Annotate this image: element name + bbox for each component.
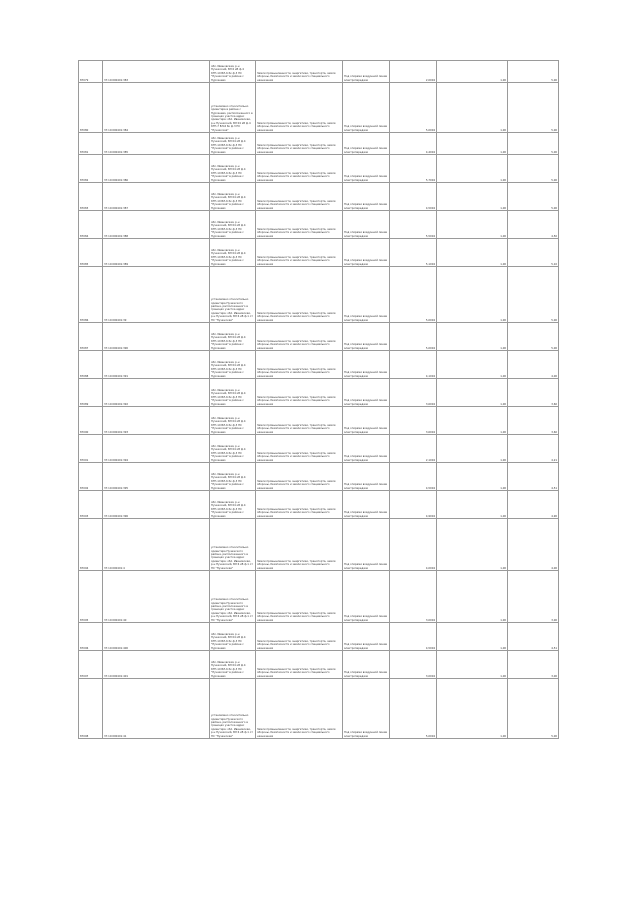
location-cell: установлено относительно ориентира Пучежского района, расположенного в границах участка адрес ориентира: обл. Ивановская, р-н Пучежский, ВЛ 6 кВ ф.1 от ПС "Пучежская" (210, 519, 256, 571)
value-a-cell: 1,00 (437, 651, 508, 679)
location-cell: обл. Ивановская, р-н Пучежский, ВЛ 04 кВ ф.4 КТП-10 ВЛ-6 бк ф.3 ПС "Пучежская" в районе с Пурсанево (210, 133, 256, 155)
table-row (79, 407, 559, 435)
permitted-use-cell: Под опорами воздушной линии электропередачи (343, 351, 390, 379)
area-cell: 5,0004 (390, 267, 437, 323)
table-row (79, 463, 559, 491)
area-cell: 3,6004 (390, 379, 437, 407)
record-number-cell: 87098 (79, 679, 103, 739)
record-number-cell: 87084 (79, 211, 103, 239)
location-cell: установлено относительно ориентира Пучежского района, расположенного в границах участка адрес ориентира: обл. Ивановская, р-н Пучежский, ВЛ 6 кВ ф.1 от ПС "Пучежская" (210, 679, 256, 739)
area-cell: 5,1004 (390, 239, 437, 267)
location-cell: обл. Ивановская, р-н Пучежский, ВЛ 04 кВ ф.4 КТП-10 ВЛ-6 бк ф.3 ПС "Пучежская" в районе с Пурсанево (210, 407, 256, 435)
cadastral-number-cell: 37:10:000401:388 (103, 211, 210, 239)
table-row (79, 679, 559, 739)
record-number-cell: 87092 (79, 463, 103, 491)
land-category-cell: Земли промышленности, энергетики, транспорта, земли обороны, безопасности и земли иного специального назначения (256, 183, 343, 211)
location-cell: обл. Ивановская, р-н Пучежский, ВЛ 04 кВ ф.4 КТП-10 ВЛ-6 бк ф.3 ПС "Пучежская" в районе с Пурсанево (210, 491, 256, 519)
spreadsheet-page (78, 60, 558, 795)
land-category-cell: Земли промышленности, энергетики, транспорта, земли обороны, безопасности и земли иного специального назначения (256, 407, 343, 435)
permitted-use-cell: Под опорами воздушной линии электропередачи (343, 61, 390, 83)
table-row (79, 267, 559, 323)
land-plots-table (78, 60, 559, 739)
table-row (79, 379, 559, 407)
area-cell: 5,0004 (390, 323, 437, 351)
value-b-cell: 3,00 (508, 651, 559, 679)
area-cell: 4,0004 (390, 519, 437, 571)
location-cell: обл. Ивановская, р-н Пучежский, ВЛ 04 кВ ф.4 КТП-10 ВЛ-6 бк ф.3 ПС "Пучежская" в районе с Пурсанево (210, 651, 256, 679)
land-category-cell: Земли промышленности, энергетики, транспорта, земли обороны, безопасности и земли иного специального назначения (256, 239, 343, 267)
area-cell: 5,5004 (390, 211, 437, 239)
location-cell: обл. Ивановская, р-н Пучежский, ВЛ 04 кВ ф.4 КТП-10 ВЛ-6 бк ф.3 ПС "Пучежская" в районе с Пурсанево (210, 211, 256, 239)
record-number-cell: 87082 (79, 155, 103, 183)
permitted-use-cell: Под опорами воздушной линии электропередачи (343, 463, 390, 491)
area-cell: 4,5004 (390, 463, 437, 491)
land-category-cell: Земли промышленности, энергетики, транспорта, земли обороны, безопасности и земли иного специального назначения (256, 571, 343, 623)
value-a-cell: 1,00 (437, 183, 508, 211)
value-a-cell: 1,00 (437, 239, 508, 267)
record-number-cell: 87095 (79, 571, 103, 623)
record-number-cell: 87083 (79, 183, 103, 211)
cadastral-number-cell: 37:10:000401:41 (103, 679, 210, 739)
value-b-cell: 4,50 (508, 211, 559, 239)
record-number-cell: 87090 (79, 407, 103, 435)
table-row (79, 211, 559, 239)
value-a-cell: 1,00 (437, 83, 508, 133)
permitted-use-cell: Под опорами воздушной линии электропередачи (343, 83, 390, 133)
value-a-cell: 1,00 (437, 379, 508, 407)
record-number-cell: 87081 (79, 133, 103, 155)
value-a-cell: 1,00 (437, 463, 508, 491)
permitted-use-cell: Под опорами воздушной линии электропередачи (343, 679, 390, 739)
value-b-cell: 5,00 (508, 61, 559, 83)
record-number-cell: 87088 (79, 351, 103, 379)
permitted-use-cell: Под опорами воздушной линии электропередачи (343, 571, 390, 623)
area-cell: 2,1004 (390, 435, 437, 463)
location-cell: установлено относительно ориентира Пучежского района, расположенного в границах участка адрес ориентира: обл. Ивановская, р-н Пучежский, ВЛ 6 кВ ф.1 от ПС "Пучежская" (210, 267, 256, 323)
record-number-cell: 87086 (79, 267, 103, 323)
value-b-cell: 4,51 (508, 623, 559, 651)
value-b-cell: 5,00 (508, 679, 559, 739)
table-row (79, 239, 559, 267)
table-row (79, 571, 559, 623)
cadastral-number-cell: 37:10:000401:4 (103, 519, 210, 571)
value-a-cell: 1,00 (437, 351, 508, 379)
table-row (79, 155, 559, 183)
table-row (79, 183, 559, 211)
permitted-use-cell: Под опорами воздушной линии электропередачи (343, 323, 390, 351)
permitted-use-cell: Под опорами воздушной линии электропередачи (343, 651, 390, 679)
value-a-cell: 1,00 (437, 155, 508, 183)
record-number-cell: 87093 (79, 491, 103, 519)
cadastral-number-cell: 37:10:000401:387 (103, 183, 210, 211)
cadastral-number-cell: 37:10:000401:39 (103, 267, 210, 323)
location-cell: обл. Ивановская, р-н Пучежский, ВЛ 04 кВ ф.4 КТП-10 ВЛ-6 бк ф.3 ПС "Пучежская" в районе с Пурсанево (210, 623, 256, 651)
value-b-cell: 5,00 (508, 155, 559, 183)
land-category-cell: Земли промышленности, энергетики, транспорта, земли обороны, безопасности и земли иного специального назначения (256, 519, 343, 571)
land-category-cell: Земли промышленности, энергетики, транспорта, земли обороны, безопасности и земли иного специального назначения (256, 679, 343, 739)
value-a-cell: 1,00 (437, 571, 508, 623)
permitted-use-cell: Под опорами воздушной линии электропередачи (343, 519, 390, 571)
record-number-cell: 87097 (79, 651, 103, 679)
value-a-cell: 1,00 (437, 623, 508, 651)
table-row (79, 519, 559, 571)
value-b-cell: 3,60 (508, 407, 559, 435)
value-b-cell: 5,00 (508, 267, 559, 323)
cadastral-number-cell: 37:10:000401:383 (103, 61, 210, 83)
table-row (79, 83, 559, 133)
table-row (79, 61, 559, 83)
value-a-cell: 1,00 (437, 61, 508, 83)
location-cell: установлено относительно ориентира в районе с Пурсанево, расположенного в границах участка адрес ориентира: обл. Ивановская, р-н Пучежский, ВЛ 04 кВ ф.4 КТП-7 ВЛ-6 бк ф.3 ПС "Пучежская" (210, 83, 256, 133)
area-cell: 5,7004 (390, 155, 437, 183)
permitted-use-cell: Под опорами воздушной линии электропередачи (343, 239, 390, 267)
location-cell: обл. Ивановская, р-н Пучежский, ВЛ 04 кВ ф.4 КТП-10 ВЛ-6 бк ф.3 ПС "Пучежская" в районе с Пурсанево (210, 379, 256, 407)
land-category-cell: Земли промышленности, энергетики, транспорта, земли обороны, безопасности и земли иного специального назначения (256, 435, 343, 463)
cadastral-number-cell: 37:10:000401:384 (103, 83, 210, 133)
table-row (79, 133, 559, 155)
permitted-use-cell: Под опорами воздушной линии электропередачи (343, 267, 390, 323)
cadastral-number-cell: 37:10:000401:391 (103, 351, 210, 379)
table-row (79, 323, 559, 351)
value-a-cell: 1,00 (437, 519, 508, 571)
cadastral-number-cell: 37:10:000401:385 (103, 133, 210, 155)
permitted-use-cell: Под опорами воздушной линии электропередачи (343, 379, 390, 407)
table-row (79, 623, 559, 651)
value-a-cell: 1,00 (437, 267, 508, 323)
land-category-cell: Земли промышленности, энергетики, транспорта, земли обороны, безопасности и земли иного специального назначения (256, 133, 343, 155)
location-cell: обл. Ивановская, р-н Пучежский, ВЛ 04 кВ ф.4 КТП-10 ВЛ-6 бк ф.3 ПС "Пучежская" в районе с Пурсанево (210, 183, 256, 211)
value-a-cell: 1,00 (437, 407, 508, 435)
table-row (79, 435, 559, 463)
value-b-cell: 3,00 (508, 571, 559, 623)
permitted-use-cell: Под опорами воздушной линии электропередачи (343, 155, 390, 183)
land-category-cell: Земли промышленности, энергетики, транспорта, земли обороны, безопасности и земли иного специального назначения (256, 623, 343, 651)
cadastral-number-cell: 37:10:000401:392 (103, 379, 210, 407)
location-cell: обл. Ивановская, р-н Пучежский, ВЛ 04 кВ ф.4 КТП-10 ВЛ-6 бк ф.3 ПС "Пучежская" в районе с Пурсанево (210, 239, 256, 267)
record-number-cell: 87085 (79, 239, 103, 267)
table-row (79, 351, 559, 379)
land-category-cell: Земли промышленности, энергетики, транспорта, земли обороны, безопасности и земли иного специального назначения (256, 463, 343, 491)
area-cell: 4,1004 (390, 351, 437, 379)
area-cell: 5,0004 (390, 679, 437, 739)
cadastral-number-cell: 37:10:000401:390 (103, 323, 210, 351)
land-category-cell: Земли промышленности, энергетики, транспорта, земли обороны, безопасности и земли иного специального назначения (256, 155, 343, 183)
value-b-cell: 5,00 (508, 183, 559, 211)
cadastral-number-cell: 37:10:000401:386 (103, 155, 210, 183)
permitted-use-cell: Под опорами воздушной линии электропередачи (343, 133, 390, 155)
location-cell: обл. Ивановская, р-н Пучежский, ВЛ 04 кВ ф.4 КТП-10 ВЛ-6 бк ф.3 ПС "Пучежская" в районе с Пурсанево (210, 351, 256, 379)
location-cell: установлено относительно ориентира Пучежского района, расположенного в границах участка адрес ориентира: обл. Ивановская, р-н Пучежский, ВЛ 6 кВ ф.1 от ПС "Пучежская" (210, 571, 256, 623)
area-cell: 4,5004 (390, 183, 437, 211)
value-b-cell: 3,60 (508, 379, 559, 407)
area-cell: 4,4004 (390, 133, 437, 155)
value-b-cell: 5,00 (508, 133, 559, 155)
cadastral-number-cell: 37:10:000401:40 (103, 571, 210, 623)
permitted-use-cell: Под опорами воздушной линии электропередачи (343, 623, 390, 651)
land-category-cell: Земли промышленности, энергетики, транспорта, земли обороны, безопасности и земли иного специального назначения (256, 267, 343, 323)
land-category-cell: Земли промышленности, энергетики, транспорта, земли обороны, безопасности и земли иного специального назначения (256, 491, 343, 519)
record-number-cell: 87087 (79, 323, 103, 351)
record-number-cell: 87080 (79, 83, 103, 133)
value-b-cell: 4,21 (508, 435, 559, 463)
cadastral-number-cell: 37:10:000401:394 (103, 435, 210, 463)
area-cell: 2,0004 (390, 61, 437, 83)
table-row (79, 491, 559, 519)
land-category-cell: Земли промышленности, энергетики, транспорта, земли обороны, безопасности и земли иного специального назначения (256, 651, 343, 679)
value-a-cell: 1,00 (437, 679, 508, 739)
value-a-cell: 1,00 (437, 211, 508, 239)
permitted-use-cell: Под опорами воздушной линии электропередачи (343, 211, 390, 239)
location-cell: обл. Ивановская, р-н Пучежский, ВЛ 6 кВ ф.4 КТП-10 ВЛ-6 бк ф.3 ПС "Пучежская" в районе с Пурсанево (210, 61, 256, 83)
permitted-use-cell: Под опорами воздушной линии электропередачи (343, 183, 390, 211)
land-category-cell: Земли промышленности, энергетики, транспорта, земли обороны, безопасности и земли иного специального назначения (256, 351, 343, 379)
value-a-cell: 1,00 (437, 323, 508, 351)
area-cell: 3,6004 (390, 407, 437, 435)
value-a-cell: 1,00 (437, 435, 508, 463)
cadastral-number-cell: 37:10:000401:396 (103, 491, 210, 519)
land-category-cell: Земли промышленности, энергетики, транспорта, земли обороны, безопасности и земли иного специального назначения (256, 323, 343, 351)
location-cell: обл. Ивановская, р-н Пучежский, ВЛ 04 кВ ф.4 КТП-10 ВЛ-6 бк ф.3 ПС "Пучежская" в районе с Пурсанево (210, 463, 256, 491)
permitted-use-cell: Под опорами воздушной линии электропередачи (343, 435, 390, 463)
area-cell: 3,0004 (390, 571, 437, 623)
area-cell: 4,5004 (390, 623, 437, 651)
value-a-cell: 1,00 (437, 133, 508, 155)
permitted-use-cell: Под опорами воздушной линии электропередачи (343, 491, 390, 519)
permitted-use-cell: Под опорами воздушной линии электропередачи (343, 407, 390, 435)
value-b-cell: 5,00 (508, 323, 559, 351)
land-category-cell: Земли промышленности, энергетики, транспорта, земли обороны, безопасности и земли иного специального назначения (256, 83, 343, 133)
value-b-cell: 4,00 (508, 351, 559, 379)
value-b-cell: 4,00 (508, 519, 559, 571)
area-cell: 5,0004 (390, 83, 437, 133)
record-number-cell: 87089 (79, 379, 103, 407)
value-b-cell: 5,00 (508, 83, 559, 133)
land-category-cell: Земли промышленности, энергетики, транспорта, земли обороны, безопасности и земли иного специального назначения (256, 379, 343, 407)
area-cell: 3,0004 (390, 651, 437, 679)
value-b-cell: 4,90 (508, 491, 559, 519)
record-number-cell: 87091 (79, 435, 103, 463)
location-cell: обл. Ивановская, р-н Пучежский, ВЛ 04 кВ ф.4 КТП-10 ВЛ-6 бк ф.3 ПС "Пучежская" в районе с Пурсанево (210, 435, 256, 463)
record-number-cell: 87094 (79, 519, 103, 571)
cadastral-number-cell: 37:10:000401:393 (103, 407, 210, 435)
value-b-cell: 5,10 (508, 239, 559, 267)
area-cell: 4,9004 (390, 491, 437, 519)
record-number-cell: 87096 (79, 623, 103, 651)
land-category-cell: Земли промышленности, энергетики, транспорта, земли обороны, безопасности и земли иного специального назначения (256, 61, 343, 83)
location-cell: обл. Ивановская, р-н Пучежский, ВЛ 04 кВ ф.4 КТП-10 ВЛ-6 бк ф.3 ПС "Пучежская" в районе с Пурсанево (210, 323, 256, 351)
cadastral-number-cell: 37:10:000401:389 (103, 239, 210, 267)
record-number-cell: 87079 (79, 61, 103, 83)
value-b-cell: 4,51 (508, 463, 559, 491)
table-row (79, 651, 559, 679)
cadastral-number-cell: 37:10:000401:400 (103, 623, 210, 651)
location-cell: обл. Ивановская, р-н Пучежский, ВЛ 04 кВ ф.4 КТП-10 ВЛ-6 бк ф.3 ПС "Пучежская" в районе с Пурсанево (210, 155, 256, 183)
cadastral-number-cell: 37:10:000401:401 (103, 651, 210, 679)
value-a-cell: 1,00 (437, 491, 508, 519)
land-category-cell: Земли промышленности, энергетики, транспорта, земли обороны, безопасности и земли иного специального назначения (256, 211, 343, 239)
cadastral-number-cell: 37:10:000401:395 (103, 463, 210, 491)
